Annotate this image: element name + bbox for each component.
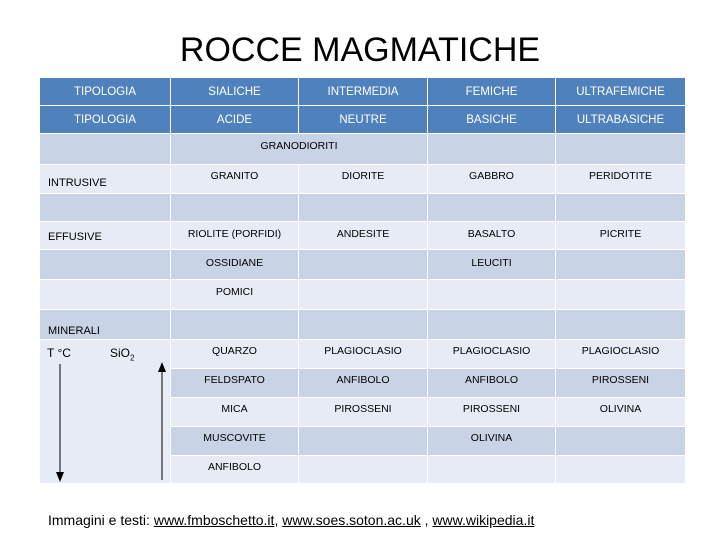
mineral-feldspato: FELDSPATO	[171, 369, 299, 398]
cell-empty	[556, 456, 686, 484]
leuciti-cell: LEUCITI	[428, 250, 556, 280]
mineral-quarzo: QUARZO	[171, 340, 299, 369]
cell-empty	[428, 456, 556, 484]
header-ultrafemiche: ULTRAFEMICHE	[556, 78, 686, 106]
header-neutre: NEUTRE	[299, 106, 428, 134]
header-ultrabasiche: ULTRABASICHE	[556, 106, 686, 134]
rock-peridotite: PERIDOTITE	[556, 165, 686, 194]
page-title: ROCCE MAGMATICHE	[179, 31, 541, 69]
minerali-label: MINERALI	[40, 310, 171, 340]
effusive-label: EFFUSIVE	[40, 222, 171, 250]
mineral-muscovite: MUSCOVITE	[171, 427, 299, 456]
cell-empty	[40, 280, 171, 310]
mineral-anfibolo: ANFIBOLO	[299, 369, 428, 398]
mineral-plagioclasio: PLAGIOCLASIO	[299, 340, 428, 369]
cell-empty	[556, 194, 686, 222]
credits-footer: Immagini e testi: www.fmboschetto.it, www.soes.soton.ac.uk , www.wikipedia.it	[48, 512, 535, 528]
header-acide: ACIDE	[171, 106, 299, 134]
cell-empty	[299, 310, 428, 340]
cell-empty	[171, 310, 299, 340]
cell-empty	[556, 310, 686, 340]
rock-gabbro: GABBRO	[428, 165, 556, 194]
rock-table	[40, 78, 686, 484]
mineral-plagioclasio: PLAGIOCLASIO	[428, 340, 556, 369]
mineral-olivina: OLIVINA	[556, 398, 686, 427]
rock-basalto: BASALTO	[428, 222, 556, 250]
mineral-axis-cell	[40, 340, 171, 484]
mineral-anfibolo: ANFIBOLO	[171, 456, 299, 484]
intrusive-label: INTRUSIVE	[40, 165, 171, 194]
mineral-plagioclasio: PLAGIOCLASIO	[556, 340, 686, 369]
link-wikipedia[interactable]: www.wikipedia.it	[432, 512, 535, 528]
cell-empty	[171, 194, 299, 222]
mineral-pirosseni: PIROSSENI	[428, 398, 556, 427]
rock-riolite: RIOLITE (PORFIDI)	[171, 222, 299, 250]
cell-empty	[428, 194, 556, 222]
rock-diorite: DIORITE	[299, 165, 428, 194]
cell-empty	[428, 310, 556, 340]
arrow-icons	[40, 340, 171, 484]
cell-empty	[556, 427, 686, 456]
rock-andesite: ANDESITE	[299, 222, 428, 250]
header-intermedia: INTERMEDIA	[299, 78, 428, 106]
header-sialiche: SIALICHE	[171, 78, 299, 106]
mineral-pirosseni: PIROSSENI	[299, 398, 428, 427]
cell-empty	[40, 134, 171, 165]
cell-empty	[556, 250, 686, 280]
down-arrow-icon	[56, 472, 64, 482]
header-femiche: FEMICHE	[428, 78, 556, 106]
pomici-cell: POMICI	[171, 280, 299, 310]
rock-granito: GRANITO	[171, 165, 299, 194]
mineral-pirosseni: PIROSSENI	[556, 369, 686, 398]
cell-empty	[299, 280, 428, 310]
rock-picrite: PICRITE	[556, 222, 686, 250]
cell-empty	[428, 134, 556, 165]
mineral-mica: MICA	[171, 398, 299, 427]
mineral-olivina: OLIVINA	[428, 427, 556, 456]
cell-empty	[556, 134, 686, 165]
header-basiche: BASICHE	[428, 106, 556, 134]
header-tipologia-2: TIPOLOGIA	[40, 106, 171, 134]
up-arrow-icon	[158, 362, 166, 372]
link-soes-soton[interactable]: www.soes.soton.ac.uk	[282, 512, 421, 528]
granodioriti-cell: GRANODIORITI	[171, 134, 428, 165]
header-tipologia-1: TIPOLOGIA	[40, 78, 171, 106]
cell-empty	[299, 194, 428, 222]
sio2-label: SiO$_2$	[110, 346, 135, 363]
cell-empty	[40, 194, 171, 222]
credits-prefix: Immagini e testi:	[48, 512, 150, 528]
cell-empty	[556, 280, 686, 310]
cell-empty	[299, 456, 428, 484]
cell-empty	[299, 250, 428, 280]
mineral-anfibolo: ANFIBOLO	[428, 369, 556, 398]
link-fmboschetto[interactable]: www.fmboschetto.it	[153, 512, 275, 528]
cell-empty	[40, 250, 171, 280]
temp-label: T °C	[47, 346, 71, 360]
cell-empty	[428, 280, 556, 310]
cell-empty	[299, 427, 428, 456]
ossidiane-cell: OSSIDIANE	[171, 250, 299, 280]
